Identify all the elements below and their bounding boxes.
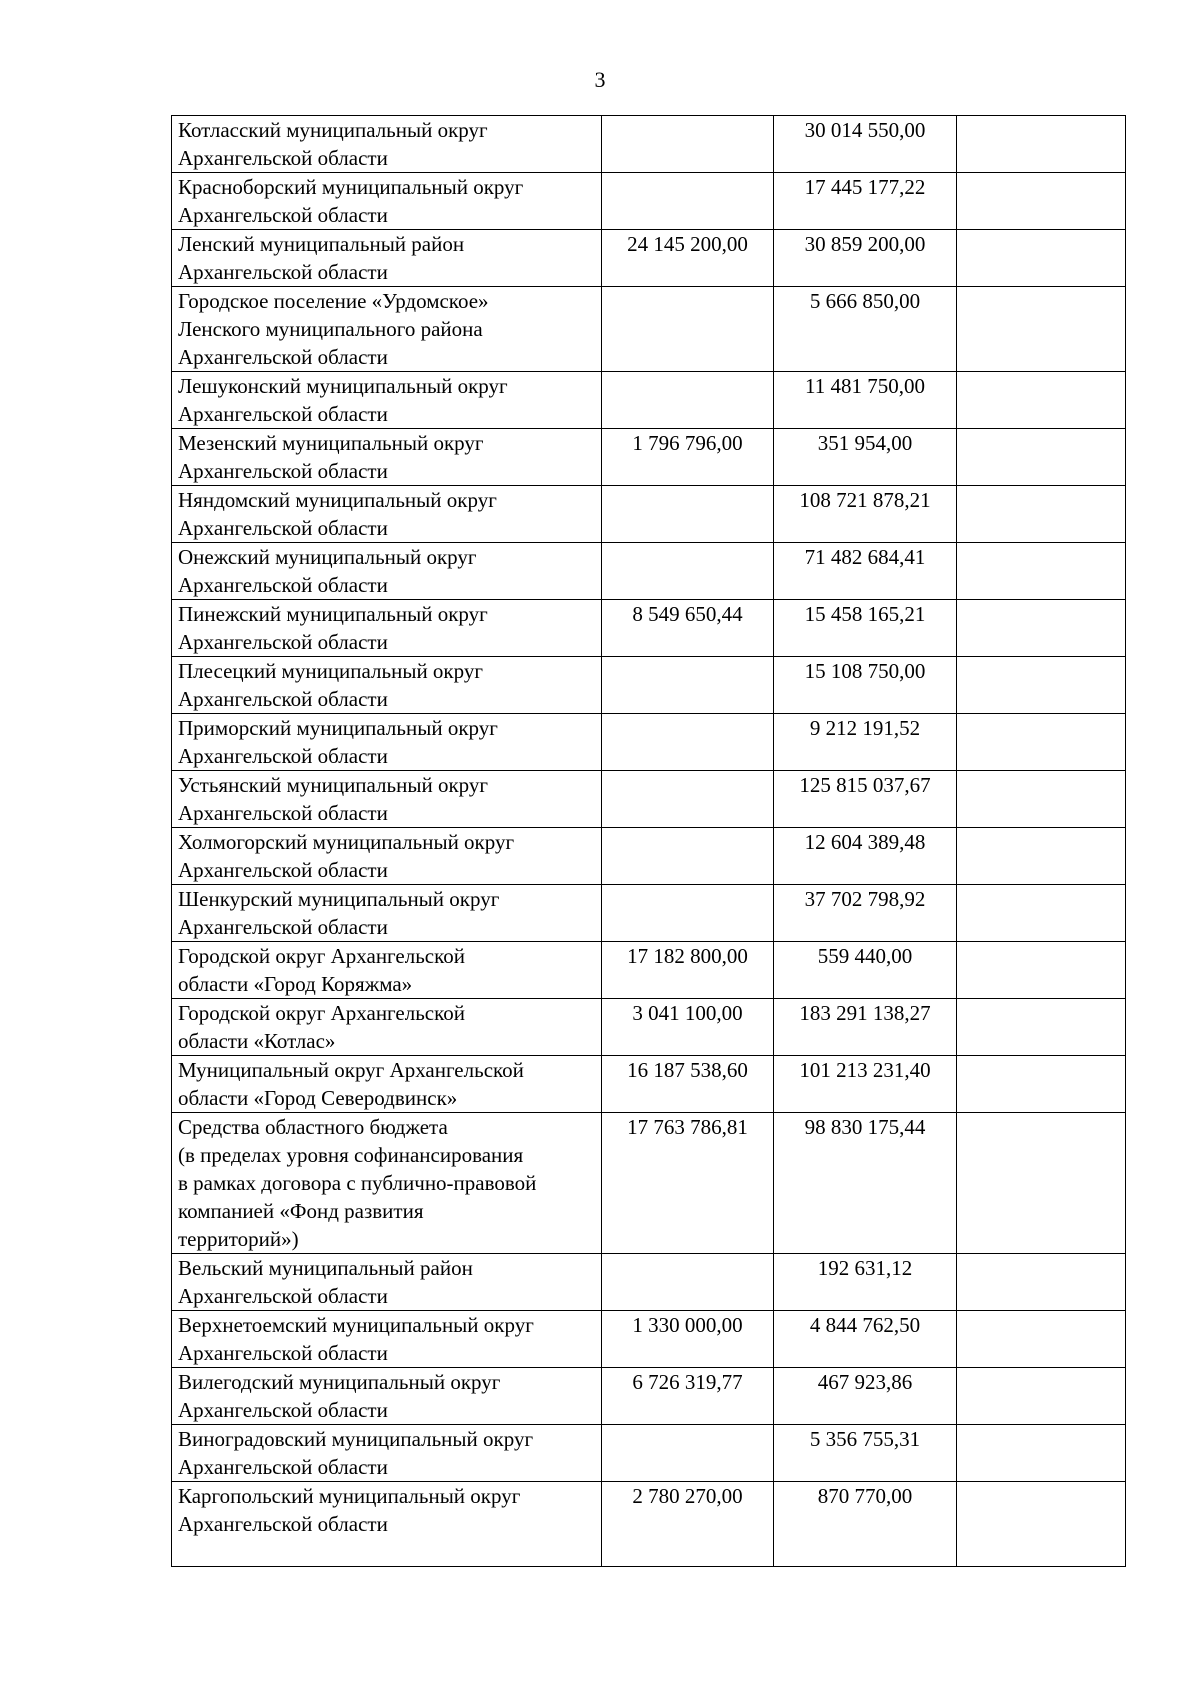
municipality-name-line: Верхнетоемский муниципальный округ bbox=[178, 1313, 534, 1337]
table-row bbox=[172, 287, 1126, 372]
amount-column-4-cell bbox=[957, 173, 1126, 230]
table-row bbox=[172, 173, 1126, 230]
amount-column-3-cell: 9 212 191,52 bbox=[774, 714, 957, 771]
table-row bbox=[172, 600, 1126, 657]
amount-column-2-cell bbox=[602, 486, 774, 543]
table-row bbox=[172, 828, 1126, 885]
page-number: 3 bbox=[594, 67, 606, 92]
municipality-name-cell bbox=[172, 1311, 602, 1368]
municipality-name-line: Холмогорский муниципальный округ bbox=[178, 830, 515, 854]
amount-column-2-cell: 16 187 538,60 bbox=[602, 1056, 774, 1113]
amount-column-4-cell bbox=[957, 543, 1126, 600]
municipality-name-line: Городской округ Архангельской bbox=[178, 1001, 465, 1025]
municipality-name-line: Архангельской области bbox=[178, 858, 388, 882]
municipality-name-cell bbox=[172, 600, 602, 657]
amount-column-2-cell: 1 330 000,00 bbox=[602, 1311, 774, 1368]
amount-column-3-cell: 37 702 798,92 bbox=[774, 885, 957, 942]
municipality-name-line: Городской округ Архангельской bbox=[178, 944, 465, 968]
table-row bbox=[172, 372, 1126, 429]
municipality-name-line: Вилегодский муниципальный округ bbox=[178, 1370, 501, 1394]
table-row bbox=[172, 486, 1126, 543]
municipality-name-line: территорий») bbox=[178, 1227, 299, 1251]
table-row bbox=[172, 657, 1126, 714]
amount-column-2-cell: 3 041 100,00 bbox=[602, 999, 774, 1056]
amount-column-4-cell bbox=[957, 116, 1126, 173]
municipality-name-line: Котласский муниципальный округ bbox=[178, 118, 488, 142]
amount-column-2-cell bbox=[602, 1425, 774, 1482]
municipality-name-line: Каргопольский муниципальный округ bbox=[178, 1484, 521, 1508]
municipality-name-cell bbox=[172, 116, 602, 173]
table-row bbox=[172, 771, 1126, 828]
municipality-name-cell bbox=[172, 1482, 602, 1567]
municipality-name-line: Пинежский муниципальный округ bbox=[178, 602, 488, 626]
municipality-name-line: (в пределах уровня софинансирования bbox=[178, 1143, 524, 1167]
municipality-name-line: Вельский муниципальный район bbox=[178, 1256, 473, 1280]
municipality-name-line: Шенкурский муниципальный округ bbox=[178, 887, 500, 911]
amount-column-2-cell: 17 182 800,00 bbox=[602, 942, 774, 999]
amount-column-3-cell: 108 721 878,21 bbox=[774, 486, 957, 543]
amount-column-2-cell bbox=[602, 173, 774, 230]
municipality-name-line: Мезенский муниципальный округ bbox=[178, 431, 484, 455]
municipality-name-cell bbox=[172, 1056, 602, 1113]
municipality-name-line: Архангельской области bbox=[178, 573, 388, 597]
municipality-name-cell bbox=[172, 942, 602, 999]
municipality-name-line: Архангельской области bbox=[178, 630, 388, 654]
amount-column-4-cell bbox=[957, 486, 1126, 543]
amount-column-2-cell: 6 726 319,77 bbox=[602, 1368, 774, 1425]
municipality-name-line: Архангельской области bbox=[178, 459, 388, 483]
amount-column-4-cell bbox=[957, 287, 1126, 372]
municipality-name-cell bbox=[172, 1254, 602, 1311]
table-row bbox=[172, 1254, 1126, 1311]
amount-column-2-cell bbox=[602, 885, 774, 942]
amount-column-3-cell: 4 844 762,50 bbox=[774, 1311, 957, 1368]
amount-column-3-cell: 5 666 850,00 bbox=[774, 287, 957, 372]
table-row bbox=[172, 1425, 1126, 1482]
municipality-name-cell bbox=[172, 230, 602, 287]
amount-column-2-cell bbox=[602, 116, 774, 173]
municipality-name-line: области «Котлас» bbox=[178, 1029, 336, 1053]
municipality-name-cell bbox=[172, 657, 602, 714]
amount-column-2-cell bbox=[602, 372, 774, 429]
amount-column-2-cell: 24 145 200,00 bbox=[602, 230, 774, 287]
amount-column-3-cell: 98 830 175,44 bbox=[774, 1113, 957, 1254]
amount-column-4-cell bbox=[957, 1482, 1126, 1567]
amount-column-3-cell: 125 815 037,67 bbox=[774, 771, 957, 828]
table-row bbox=[172, 1056, 1126, 1113]
amount-column-3-cell: 101 213 231,40 bbox=[774, 1056, 957, 1113]
amount-column-3-cell: 30 014 550,00 bbox=[774, 116, 957, 173]
municipality-name-line: Архангельской области bbox=[178, 744, 388, 768]
municipality-name-line: Виноградовский муниципальный округ bbox=[178, 1427, 534, 1451]
amount-column-3-cell: 192 631,12 bbox=[774, 1254, 957, 1311]
municipality-name-line: Архангельской области bbox=[178, 260, 388, 284]
municipality-name-cell bbox=[172, 771, 602, 828]
municipality-name-line: области «Город Коряжма» bbox=[178, 972, 413, 996]
municipality-name-line: Архангельской области bbox=[178, 146, 388, 170]
municipality-name-line: Плесецкий муниципальный округ bbox=[178, 659, 483, 683]
amount-column-4-cell bbox=[957, 1254, 1126, 1311]
table-row bbox=[172, 1311, 1126, 1368]
municipality-name-cell bbox=[172, 999, 602, 1056]
municipality-name-cell bbox=[172, 885, 602, 942]
municipality-name-line: Архангельской области bbox=[178, 1341, 388, 1365]
amount-column-4-cell bbox=[957, 600, 1126, 657]
amount-column-4-cell bbox=[957, 230, 1126, 287]
amount-column-3-cell: 15 458 165,21 bbox=[774, 600, 957, 657]
municipality-name-line: Городское поселение «Урдомское» bbox=[178, 289, 489, 313]
amount-column-3-cell: 183 291 138,27 bbox=[774, 999, 957, 1056]
municipality-name-line: Ленский муниципальный район bbox=[178, 232, 465, 256]
amount-column-2-cell bbox=[602, 771, 774, 828]
amount-column-3-cell: 30 859 200,00 bbox=[774, 230, 957, 287]
amount-column-4-cell bbox=[957, 771, 1126, 828]
municipality-name-line: Ленского муниципального района bbox=[178, 317, 483, 341]
municipality-name-cell bbox=[172, 287, 602, 372]
municipality-name-line: Архангельской области bbox=[178, 1398, 388, 1422]
amount-column-3-cell: 12 604 389,48 bbox=[774, 828, 957, 885]
amount-column-2-cell bbox=[602, 287, 774, 372]
amount-column-4-cell bbox=[957, 828, 1126, 885]
municipality-name-line: Архангельской области bbox=[178, 203, 388, 227]
table-row bbox=[172, 714, 1126, 771]
amount-column-4-cell bbox=[957, 885, 1126, 942]
municipality-name-line: Устьянский муниципальный округ bbox=[178, 773, 488, 797]
budget-table bbox=[171, 115, 1126, 1567]
municipality-name-line: Приморский муниципальный округ bbox=[178, 716, 498, 740]
table-row bbox=[172, 116, 1126, 173]
amount-column-2-cell bbox=[602, 714, 774, 771]
municipality-name-line: Архангельской области bbox=[178, 1284, 388, 1308]
amount-column-3-cell: 559 440,00 bbox=[774, 942, 957, 999]
municipality-name-line: Средства областного бюджета bbox=[178, 1115, 448, 1139]
amount-column-4-cell bbox=[957, 657, 1126, 714]
municipality-name-cell bbox=[172, 486, 602, 543]
table-row bbox=[172, 1482, 1126, 1567]
municipality-name-line: Архангельской области bbox=[178, 516, 388, 540]
amount-column-2-cell bbox=[602, 657, 774, 714]
municipality-name-line: Няндомский муниципальный округ bbox=[178, 488, 497, 512]
amount-column-2-cell bbox=[602, 1254, 774, 1311]
amount-column-2-cell bbox=[602, 828, 774, 885]
amount-column-4-cell bbox=[957, 1113, 1126, 1254]
amount-column-2-cell: 1 796 796,00 bbox=[602, 429, 774, 486]
amount-column-4-cell bbox=[957, 1368, 1126, 1425]
amount-column-3-cell: 71 482 684,41 bbox=[774, 543, 957, 600]
municipality-name-line: Архангельской области bbox=[178, 1455, 388, 1479]
municipality-name-cell bbox=[172, 543, 602, 600]
municipality-name-line: Онежский муниципальный округ bbox=[178, 545, 477, 569]
municipality-name-cell bbox=[172, 828, 602, 885]
table-row bbox=[172, 230, 1126, 287]
amount-column-4-cell bbox=[957, 429, 1126, 486]
amount-column-2-cell: 8 549 650,44 bbox=[602, 600, 774, 657]
municipality-name-line: Архангельской области bbox=[178, 687, 388, 711]
municipality-name-line: Архангельской области bbox=[178, 345, 388, 369]
municipality-name-line: Архангельской области bbox=[178, 801, 388, 825]
municipality-name-cell bbox=[172, 173, 602, 230]
amount-column-4-cell bbox=[957, 999, 1126, 1056]
municipality-name-cell bbox=[172, 1113, 602, 1254]
amount-column-2-cell: 2 780 270,00 bbox=[602, 1482, 774, 1567]
municipality-name-line: Архангельской области bbox=[178, 402, 388, 426]
amount-column-4-cell bbox=[957, 1056, 1126, 1113]
municipality-name-line: Архангельской области bbox=[178, 1512, 388, 1536]
table-row bbox=[172, 429, 1126, 486]
municipality-name-line: области «Город Северодвинск» bbox=[178, 1086, 458, 1110]
municipality-name-cell bbox=[172, 429, 602, 486]
amount-column-4-cell bbox=[957, 714, 1126, 771]
municipality-name-line: Архангельской области bbox=[178, 915, 388, 939]
table-row bbox=[172, 543, 1126, 600]
municipality-name-line: Лешуконский муниципальный округ bbox=[178, 374, 508, 398]
table-row bbox=[172, 942, 1126, 999]
table-row bbox=[172, 1368, 1126, 1425]
amount-column-3-cell: 5 356 755,31 bbox=[774, 1425, 957, 1482]
amount-column-3-cell: 15 108 750,00 bbox=[774, 657, 957, 714]
amount-column-4-cell bbox=[957, 372, 1126, 429]
municipality-name-cell bbox=[172, 372, 602, 429]
municipality-name-cell bbox=[172, 1425, 602, 1482]
table-row bbox=[172, 885, 1126, 942]
municipality-name-cell bbox=[172, 1368, 602, 1425]
amount-column-2-cell bbox=[602, 543, 774, 600]
amount-column-3-cell: 467 923,86 bbox=[774, 1368, 957, 1425]
table-row bbox=[172, 999, 1126, 1056]
table-row bbox=[172, 1113, 1126, 1254]
municipality-name-line: компанией «Фонд развития bbox=[178, 1199, 424, 1223]
amount-column-4-cell bbox=[957, 1425, 1126, 1482]
amount-column-3-cell: 351 954,00 bbox=[774, 429, 957, 486]
amount-column-3-cell: 11 481 750,00 bbox=[774, 372, 957, 429]
table-body bbox=[172, 116, 1126, 1567]
municipality-name-line: Муниципальный округ Архангельской bbox=[178, 1058, 524, 1082]
amount-column-3-cell: 17 445 177,22 bbox=[774, 173, 957, 230]
amount-column-4-cell bbox=[957, 1311, 1126, 1368]
municipality-name-line: Красноборский муниципальный округ bbox=[178, 175, 524, 199]
amount-column-3-cell: 870 770,00 bbox=[774, 1482, 957, 1567]
amount-column-2-cell: 17 763 786,81 bbox=[602, 1113, 774, 1254]
municipality-name-line: в рамках договора с публично-правовой bbox=[178, 1171, 537, 1195]
amount-column-4-cell bbox=[957, 942, 1126, 999]
municipality-name-cell bbox=[172, 714, 602, 771]
